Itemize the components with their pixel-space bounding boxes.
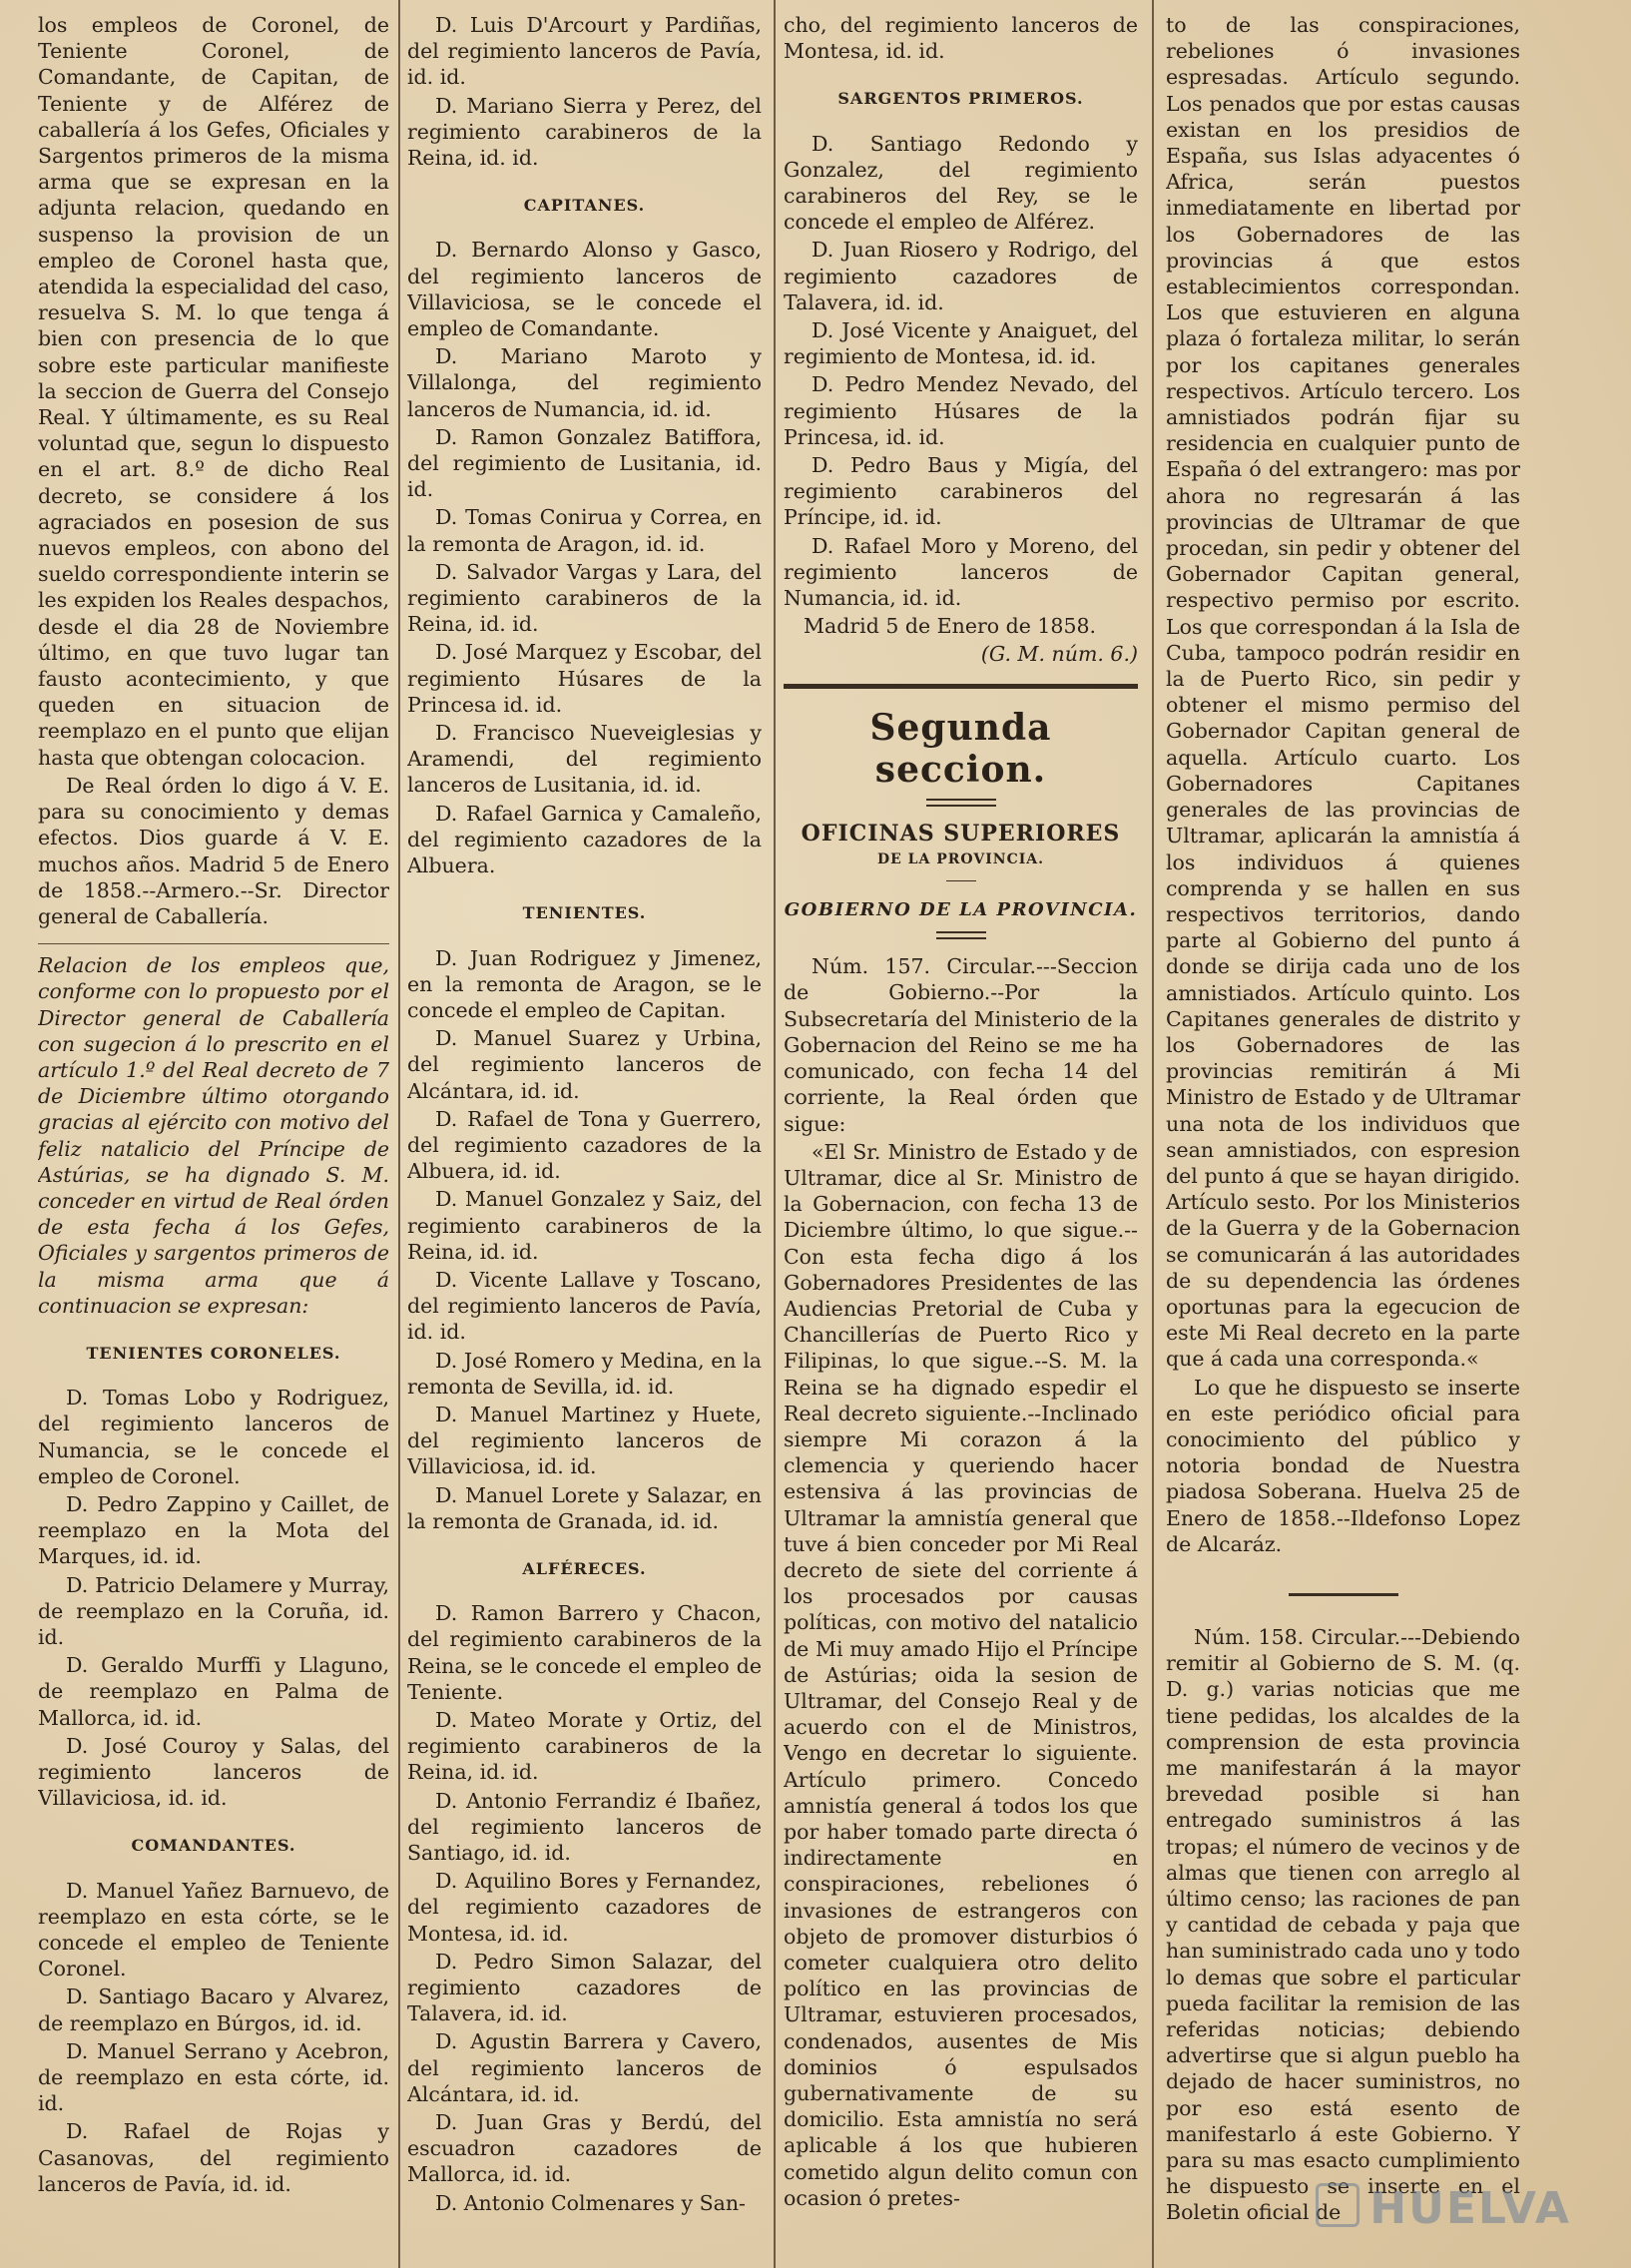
list-item: D. Ramon Gonzalez Batiffora, del regimiento de Lusitania, id. id. (407, 424, 762, 502)
list-item: D. Vicente Lallave y Toscano, del regimiento lanceros de Pavía, id. id. (407, 1267, 762, 1345)
section-heading: TENIENTES CORONELES. (86, 1343, 341, 1363)
list-item: D. José Marquez y Escobar, del regimiento Húsares de la Princesa id. id. (407, 640, 762, 717)
list-item: D. Mateo Morate y Ortiz, del regimiento carabineros de la Reina, id. id. (407, 1707, 762, 1785)
column-rule (398, 0, 400, 2268)
section-title: Segunda seccion. (869, 706, 1052, 791)
list-item: D. Manuel Serrano y Acebron, de reemplazo en esta córte, id. id. (38, 2038, 389, 2116)
list-item: D. Manuel Suarez y Urbina, del regimiento lanceros de Alcántara, id. id. (407, 1026, 762, 1103)
column-rule (774, 0, 776, 2268)
list-item: D. Pedro Baus y Migía, del regimiento carabineros del Príncipe, id. id. (784, 453, 1138, 530)
column-rule (1152, 0, 1154, 2268)
list-item: D. Pedro Simon Salazar, del regimiento cazadores de Talavera, id. id. (407, 1949, 762, 2026)
list-item: D. Santiago Bacaro y Alvarez, de reemplazo en Búrgos, id. id. (38, 1984, 389, 2035)
list-item: D. Santiago Redondo y Gonzalez, del regimiento carabineros del Rey, se le concede el empleo de Alférez. (784, 131, 1138, 235)
list-item: D. Manuel Yañez Barnuevo, de reemplazo en esta córte, se le concede el empleo de Teniente Coronel. (38, 1878, 389, 1982)
list-item: D. Rafael de Rojas y Casanovas, del regimiento lanceros de Pavía, id. id. (38, 2119, 389, 2196)
list-item: D. Manuel Martinez y Huete, del regimiento lanceros de Villaviciosa, id. id. (407, 1402, 762, 1479)
section-heading: ALFÉRECES. (522, 1558, 647, 1578)
list-item: D. José Couroy y Salas, del regimiento lanceros de Villaviciosa, id. id. (38, 1733, 389, 1811)
list-item: D. Mariano Sierra y Perez, del regimiento carabineros de la Reina, id. id. (407, 93, 762, 171)
paragraph: De Real órden lo digo á V. E. para su conocimiento y demas efectos. Dios guarde á V. E. muchos años. Madrid 5 de Enero de 1858.--Armero.--Sr. Director general de Caballería. (38, 773, 389, 928)
list-item: D. Mariano Maroto y Villalonga, del regimiento lanceros de Numancia, id. id. (407, 344, 762, 421)
paragraph: «El Sr. Ministro de Estado y de Ultramar, dice al Sr. Ministro de la Gobernacion, con fecha 13 de Diciembre último, lo que sigue.--Con esta fecha digo á los Gobernadores Presidentes de las Audiencias Pretorial de Cuba y Chancillerías de Puerto Rico y Filipinas, lo que sigue.--S. M. la Reina se ha dignado espedir el Real decreto siguiente.--Inclinado siempre Mi corazon á la clemencia y queriendo hacer estensiva á las provincias de Ultramar la amnistía general que tuve á bien conceder por Mi Real decreto de siete del corriente á los procesados por causas políticas, con motivo del natalicio de Mi muy amado Hijo el Príncipe de Astúrias; oida la sesion de Ultramar, del Consejo Real y de acuerdo con el de Ministros, Vengo en decretar lo siguiente. Artículo primero. Concedo amnistía general á todos los que por haber tomado parte directa ó indirectamente en conspiraciones, rebeliones ó invasiones de estrangeros con objeto de promover disturbios ó cometer cualquiera otro delito político en las provincias de Ultramar, estuvieren procesados, condenados, ausentes de Mis dominios ó espulsados gubernativamente de su domicilio. Esta amnistía no será aplicable á los que hubieren cometido algun delito comun con ocasion ó pretes- (784, 1139, 1138, 2210)
divider (946, 880, 976, 881)
source-citation: (G. M. núm. 6.) (980, 642, 1138, 667)
list-item: D. Geraldo Murffi y Llaguno, de reemplazo en Palma de Mallorca, id. id. (38, 1653, 389, 1730)
list-item: D. Aquilino Bores y Fernandez, del regimiento cazadores de Montesa, id. id. (407, 1869, 762, 1946)
list-item: D. Tomas Lobo y Rodriguez, del regimiento lanceros de Numancia, se le concede el empleo de Coronel. (38, 1386, 389, 1488)
column-2 (407, 12, 762, 2258)
list-item: D. Rafael Garnica y Camaleño, del regimiento cazadores de la Albuera. (407, 801, 762, 878)
section-heading: CAPITANES. (523, 196, 646, 216)
paragraph: Núm. 158. Circular.---Debiendo remitir al Gobierno de S. M. (q. D. g.) varias noticias que me tiene pedidas, los alcaldes de la comprension de esta provincia me manifestarán á la mayor brevedad posible si han entregado suministros á las tropas; el número de vecinos y de almas que tienen con arreglo al último censo; las raciones de pan y cantidad de cebada y paja que han suministrado cada uno y todo lo demas que sobre el particular pueda facilitar la remision de las referidas noticias; debiendo advertirse que si algun pueblo ha dejado de hacer suministros, no por eso está esento de manifestarlo á este Gobierno. Y para su mas esacto cumplimiento he dispuesto se inserte en el Boletin oficial de (1166, 1624, 1520, 2225)
column-1 (38, 12, 389, 2258)
section-heading: TENIENTES. (522, 903, 647, 923)
archive-logo-icon (1316, 2183, 1359, 2227)
archive-watermark: HUELVA (1316, 2183, 1571, 2234)
list-item: D. Salvador Vargas y Lara, del regimiento carabineros de la Reina, id. id. (407, 559, 762, 637)
list-item: D. Pedro Mendez Nevado, del regimiento Húsares de la Princesa, id. id. (784, 372, 1138, 449)
list-item: D. Antonio Colmenares y San- (435, 2190, 746, 2215)
double-rule (926, 799, 996, 807)
date-line: Madrid 5 de Enero de 1858. (804, 614, 1097, 639)
column-4 (1166, 12, 1520, 2258)
list-item: D. Juan Gras y Berdú, del escuadron cazadores de Mallorca, id. id. (407, 2110, 762, 2187)
list-item: D. Bernardo Alonso y Gasco, del regimiento lanceros de Villaviciosa, se le concede el empleo de Comandante. (407, 238, 762, 341)
paragraph: Lo que he dispuesto se inserte en este periódico oficial para conocimiento del público y notoria bondad de Nuestra piadosa Soberana. Huelva 25 de Enero de 1858.--Ildefonso Lopez de Alcaráz. (1166, 1375, 1520, 1556)
list-item: D. Antonio Ferrandiz é Ibañez, del regimiento lanceros de Santiago, id. id. (407, 1788, 762, 1865)
section-heading: SARGENTOS PRIMEROS. (837, 89, 1084, 109)
list-item: D. Luis D'Arcourt y Pardiñas, del regimiento lanceros de Pavía, id. id. (407, 13, 762, 90)
subsection-title: OFICINAS SUPERIORES (801, 820, 1121, 847)
list-item: D. Rafael de Tona y Guerrero, del regimiento cazadores de la Albuera, id. id. (407, 1106, 762, 1184)
list-item: D. Ramon Barrero y Chacon, del regimiento carabineros de la Reina, se le concede el empleo de Teniente. (407, 1601, 762, 1704)
list-item: D. José Vicente y Anaiguet, del regimiento de Montesa, id. id. (784, 318, 1138, 369)
list-item: D. Francisco Nueveiglesias y Aramendi, del regimiento lanceros de Lusitania, id. id. (407, 721, 762, 798)
list-item: cho, del regimiento lanceros de Montesa, id. id. (784, 13, 1138, 64)
list-item: D. Manuel Gonzalez y Saiz, del regimiento carabineros de la Reina, id. id. (407, 1187, 762, 1264)
gobierno-heading: GOBIERNO DE LA PROVINCIA. (784, 899, 1138, 921)
list-item: D. Rafael Moro y Moreno, del regimiento lanceros de Numancia, id. id. (784, 533, 1138, 611)
subsection-subtitle: DE LA PROVINCIA. (876, 850, 1044, 867)
paragraph: los empleos de Coronel, de Teniente Coronel, de Comandante, de Capitan, de Teniente y de Alférez de caballería á los Gefes, Oficiales y Sargentos primeros de la misma arma que se expresan en la adjunta relacion, quedando en suspenso la provision de un empleo de Coronel hasta que, atendida la especialidad del caso, resuelva S. M. lo que tenga á bien con presencia de lo que sobre este particular manifieste la seccion de Guerra del Consejo Real. Y últimamente, es su Real voluntad que, segun lo dispuesto en el art. 8.º de dicho Real decreto, se considere á los agraciados en posesion de sus nuevos empleos, con abono del sueldo correspondiente interin se les expiden los Reales despachos, desde el dia 28 de Noviembre último, en que tuvo lugar tan fausto acontecimiento, y que queden en situacion de reemplazo en el punto que elijan hasta que obtengan colocacion. (38, 13, 389, 770)
paragraph: to de las conspiraciones, rebeliones ó invasiones espresadas. Artículo segundo. Los penados que por estas causas existan en los presidios de España, sus Islas adyacentes ó Africa, serán puestos inmediatamente en libertad por los Gobernadores de las provincias á que estos establecimientos correspondan. Los que estuvieren en alguna plaza ó fortaleza militar, lo serán por los capitanes generales respectivos. Artículo tercero. Los amnistiados podrán fijar su residencia en cualquier punto de España ó del extrangero: mas por ahora no regresarán á las provincias de Ultramar de que procedan, sin pedir y obtener del Gobernador Capitan general, respectivo permiso por escrito. Los que correspondan á la Isla de Cuba, tampoco podrán residir en la de Puerto Rico, sin pedir y obtener el mismo permiso del Gobernador Capitan general de aquella. Artículo cuarto. Los Gobernadores Capitanes generales de las provincias de Ultramar, aplicarán la amnistía á los individuos á quienes comprenda y se hallen en sus respectivos territorios, dando parte al Gobierno del punto á donde se dirija cada uno de los amnistiados. Artículo quinto. Los Capitanes generales de distrito y los Gobernadores de las provincias remitirán á Mi Ministro de Estado y de Ultramar una nota de los individuos que sean amnistiados, con espresion del punto á que se hayan dirigido. Artículo sesto. Por los Ministerios de la Guerra y de la Gobernacion se comunicarán á las autoridades de su dependencia las órdenes oportunas para la egecucion de este Mi Real decreto en la parte que á cada una corresponda.« (1166, 13, 1520, 1372)
list-item: D. Juan Riosero y Rodrigo, del regimiento cazadores de Talavera, id. id. (784, 238, 1138, 314)
list-item: D. Pedro Zappino y Caillet, de reemplazo en la Mota del Marques, id. id. (38, 1491, 389, 1569)
divider (1289, 1593, 1398, 1596)
list-item: D. Juan Rodriguez y Jimenez, en la remonta de Aragon, se le concede el empleo de Capitan. (407, 945, 762, 1022)
relacion-heading: Relacion de los empleos que, conforme con lo propuesto por el Director general de Caballería con sugecion á lo prescrito en el artículo 1.º del Real decreto de 7 de Diciembre último otorgando gracias al ejército con motivo del feliz natalicio del Príncipe de Astúrias, se ha dignado S. M. conceder en virtud de Real órden de esta fecha á los Gefes, Oficiales y sargentos primeros de la misma arma que á continuacion se expresan: (38, 943, 389, 1319)
list-item: D. José Romero y Medina, en la remonta de Sevilla, id. id. (407, 1348, 762, 1399)
section-rule (784, 684, 1138, 689)
list-item: D. Manuel Lorete y Salazar, en la remonta de Granada, id. id. (407, 1482, 762, 1533)
list-item: D. Patricio Delamere y Murray, de reemplazo en la Coruña, id. id. (38, 1572, 389, 1649)
column-3 (784, 12, 1138, 2258)
section-heading: COMANDANTES. (131, 1836, 296, 1856)
paragraph: Núm. 157. Circular.---Seccion de Gobierno.--Por la Subsecretaría del Ministerio de la Gobernacion del Reino se me ha comunicado, con fecha 14 del corriente, la Real órden que sigue: (784, 954, 1138, 1136)
double-rule (936, 931, 986, 939)
list-item: D. Agustin Barrera y Cavero, del regimiento lanceros de Alcántara, id. id. (407, 2029, 762, 2106)
list-item: D. Tomas Conirua y Correa, en la remonta de Aragon, id. id. (407, 505, 762, 556)
